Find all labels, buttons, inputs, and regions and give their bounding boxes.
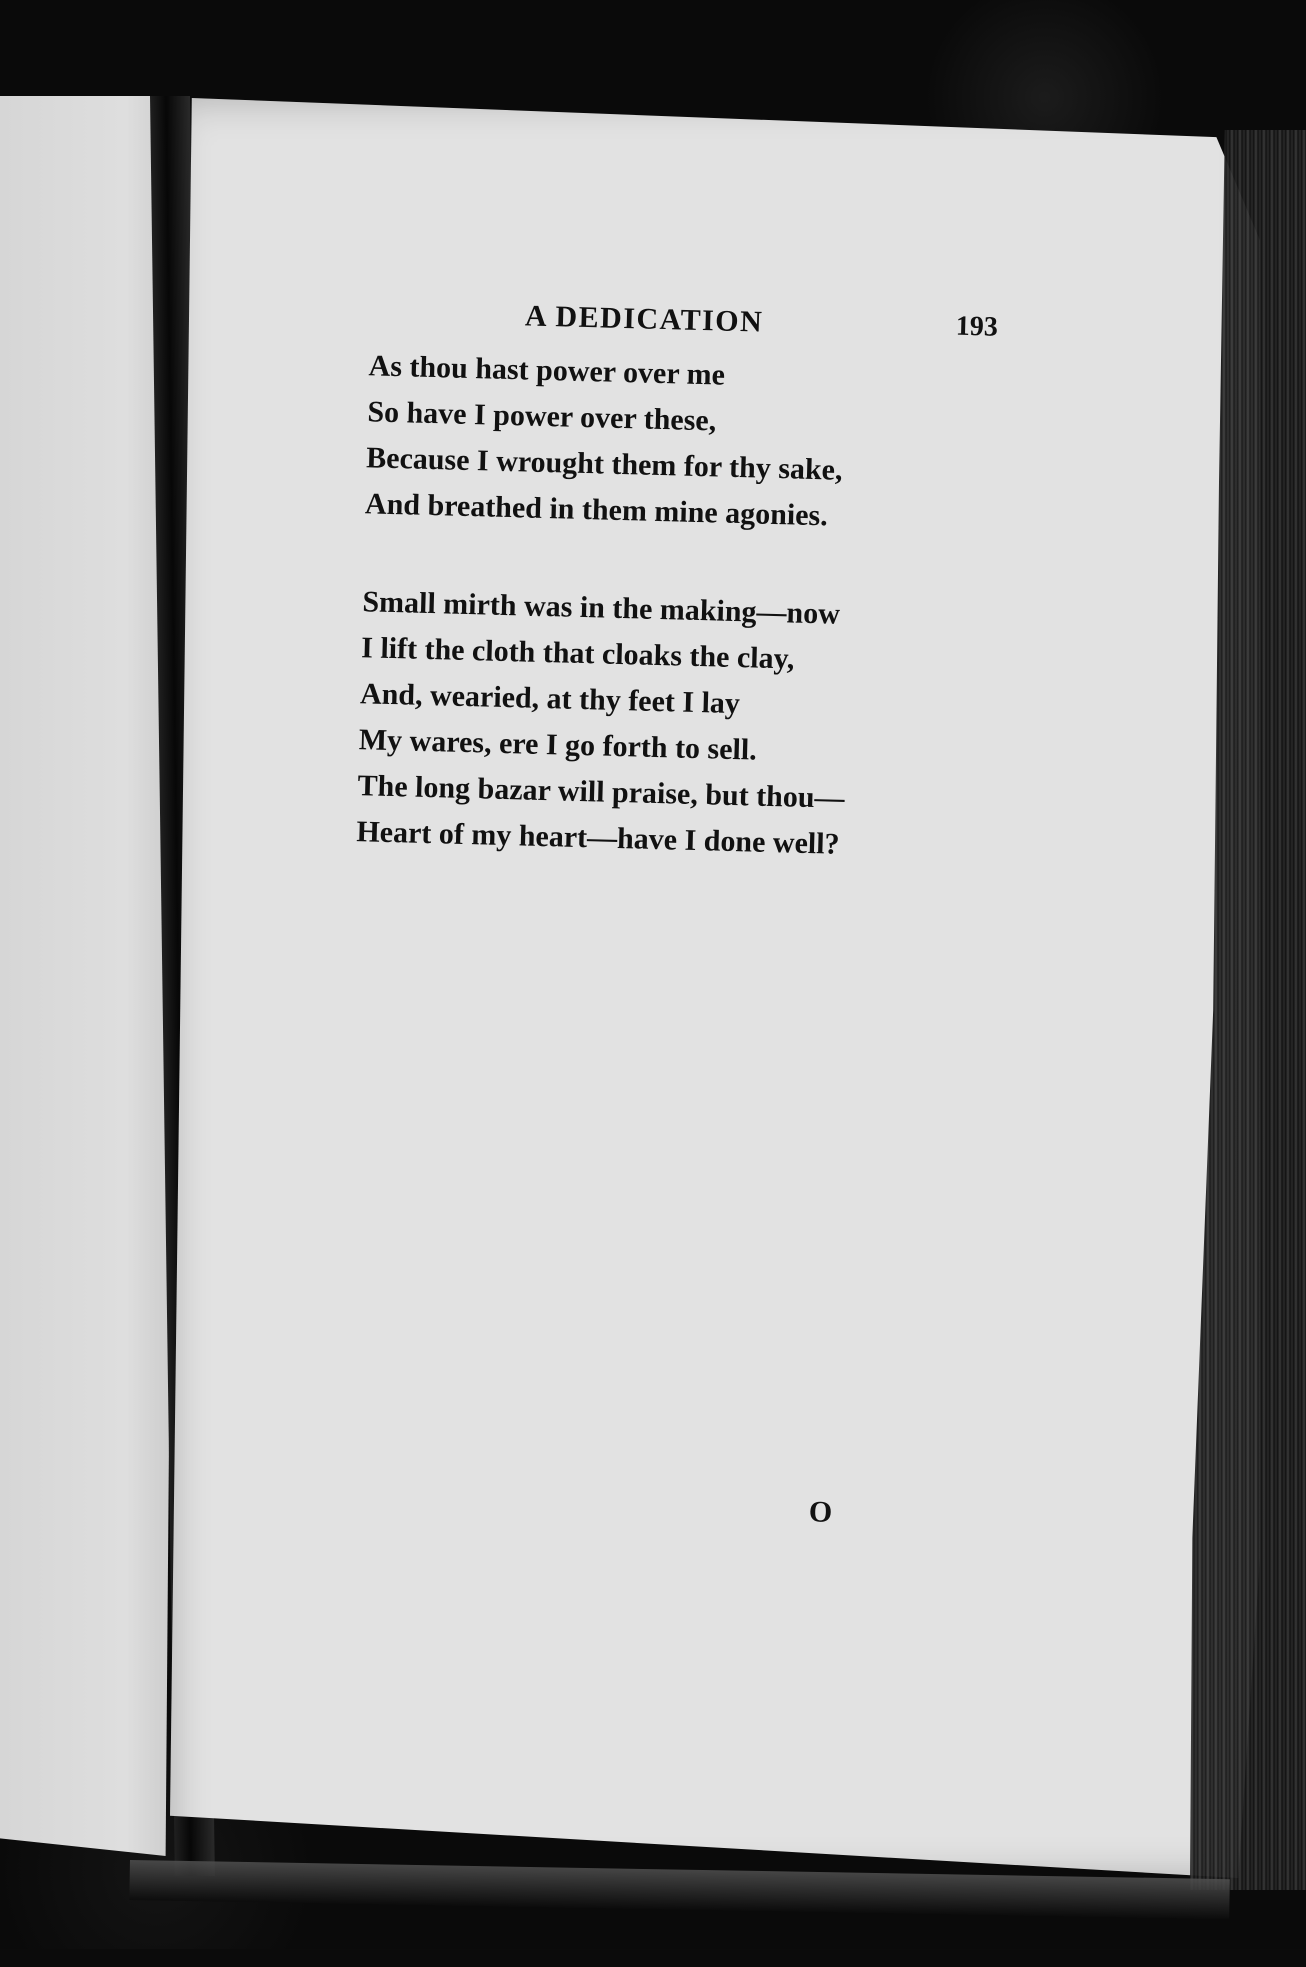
poem-line: As thou hast power over me [368, 349, 726, 392]
stanza [364, 343, 845, 539]
poem-line: Because I wrought them for thy sake, [365, 441, 843, 487]
poem-line: And, wearied, at thy feet I lay [359, 677, 741, 721]
page-number: 193 [955, 310, 999, 343]
running-head: A DEDICATION [524, 299, 764, 339]
stanza [356, 579, 850, 868]
poem-line: Small mirth was in the making—now [362, 585, 841, 631]
poem-line: My wares, ere I go forth to sell. [358, 723, 758, 767]
poem-line: Heart of my heart—have I done well? [356, 815, 840, 861]
poem-line: I lift the cloth that cloaks the clay, [360, 631, 795, 676]
poem-line: The long bazar will praise, but thou— [357, 769, 845, 815]
signature-mark: O [808, 1495, 833, 1529]
poem-line: And breathed in them mine agonies. [364, 487, 829, 533]
poem-line: So have I power over these, [367, 395, 717, 438]
